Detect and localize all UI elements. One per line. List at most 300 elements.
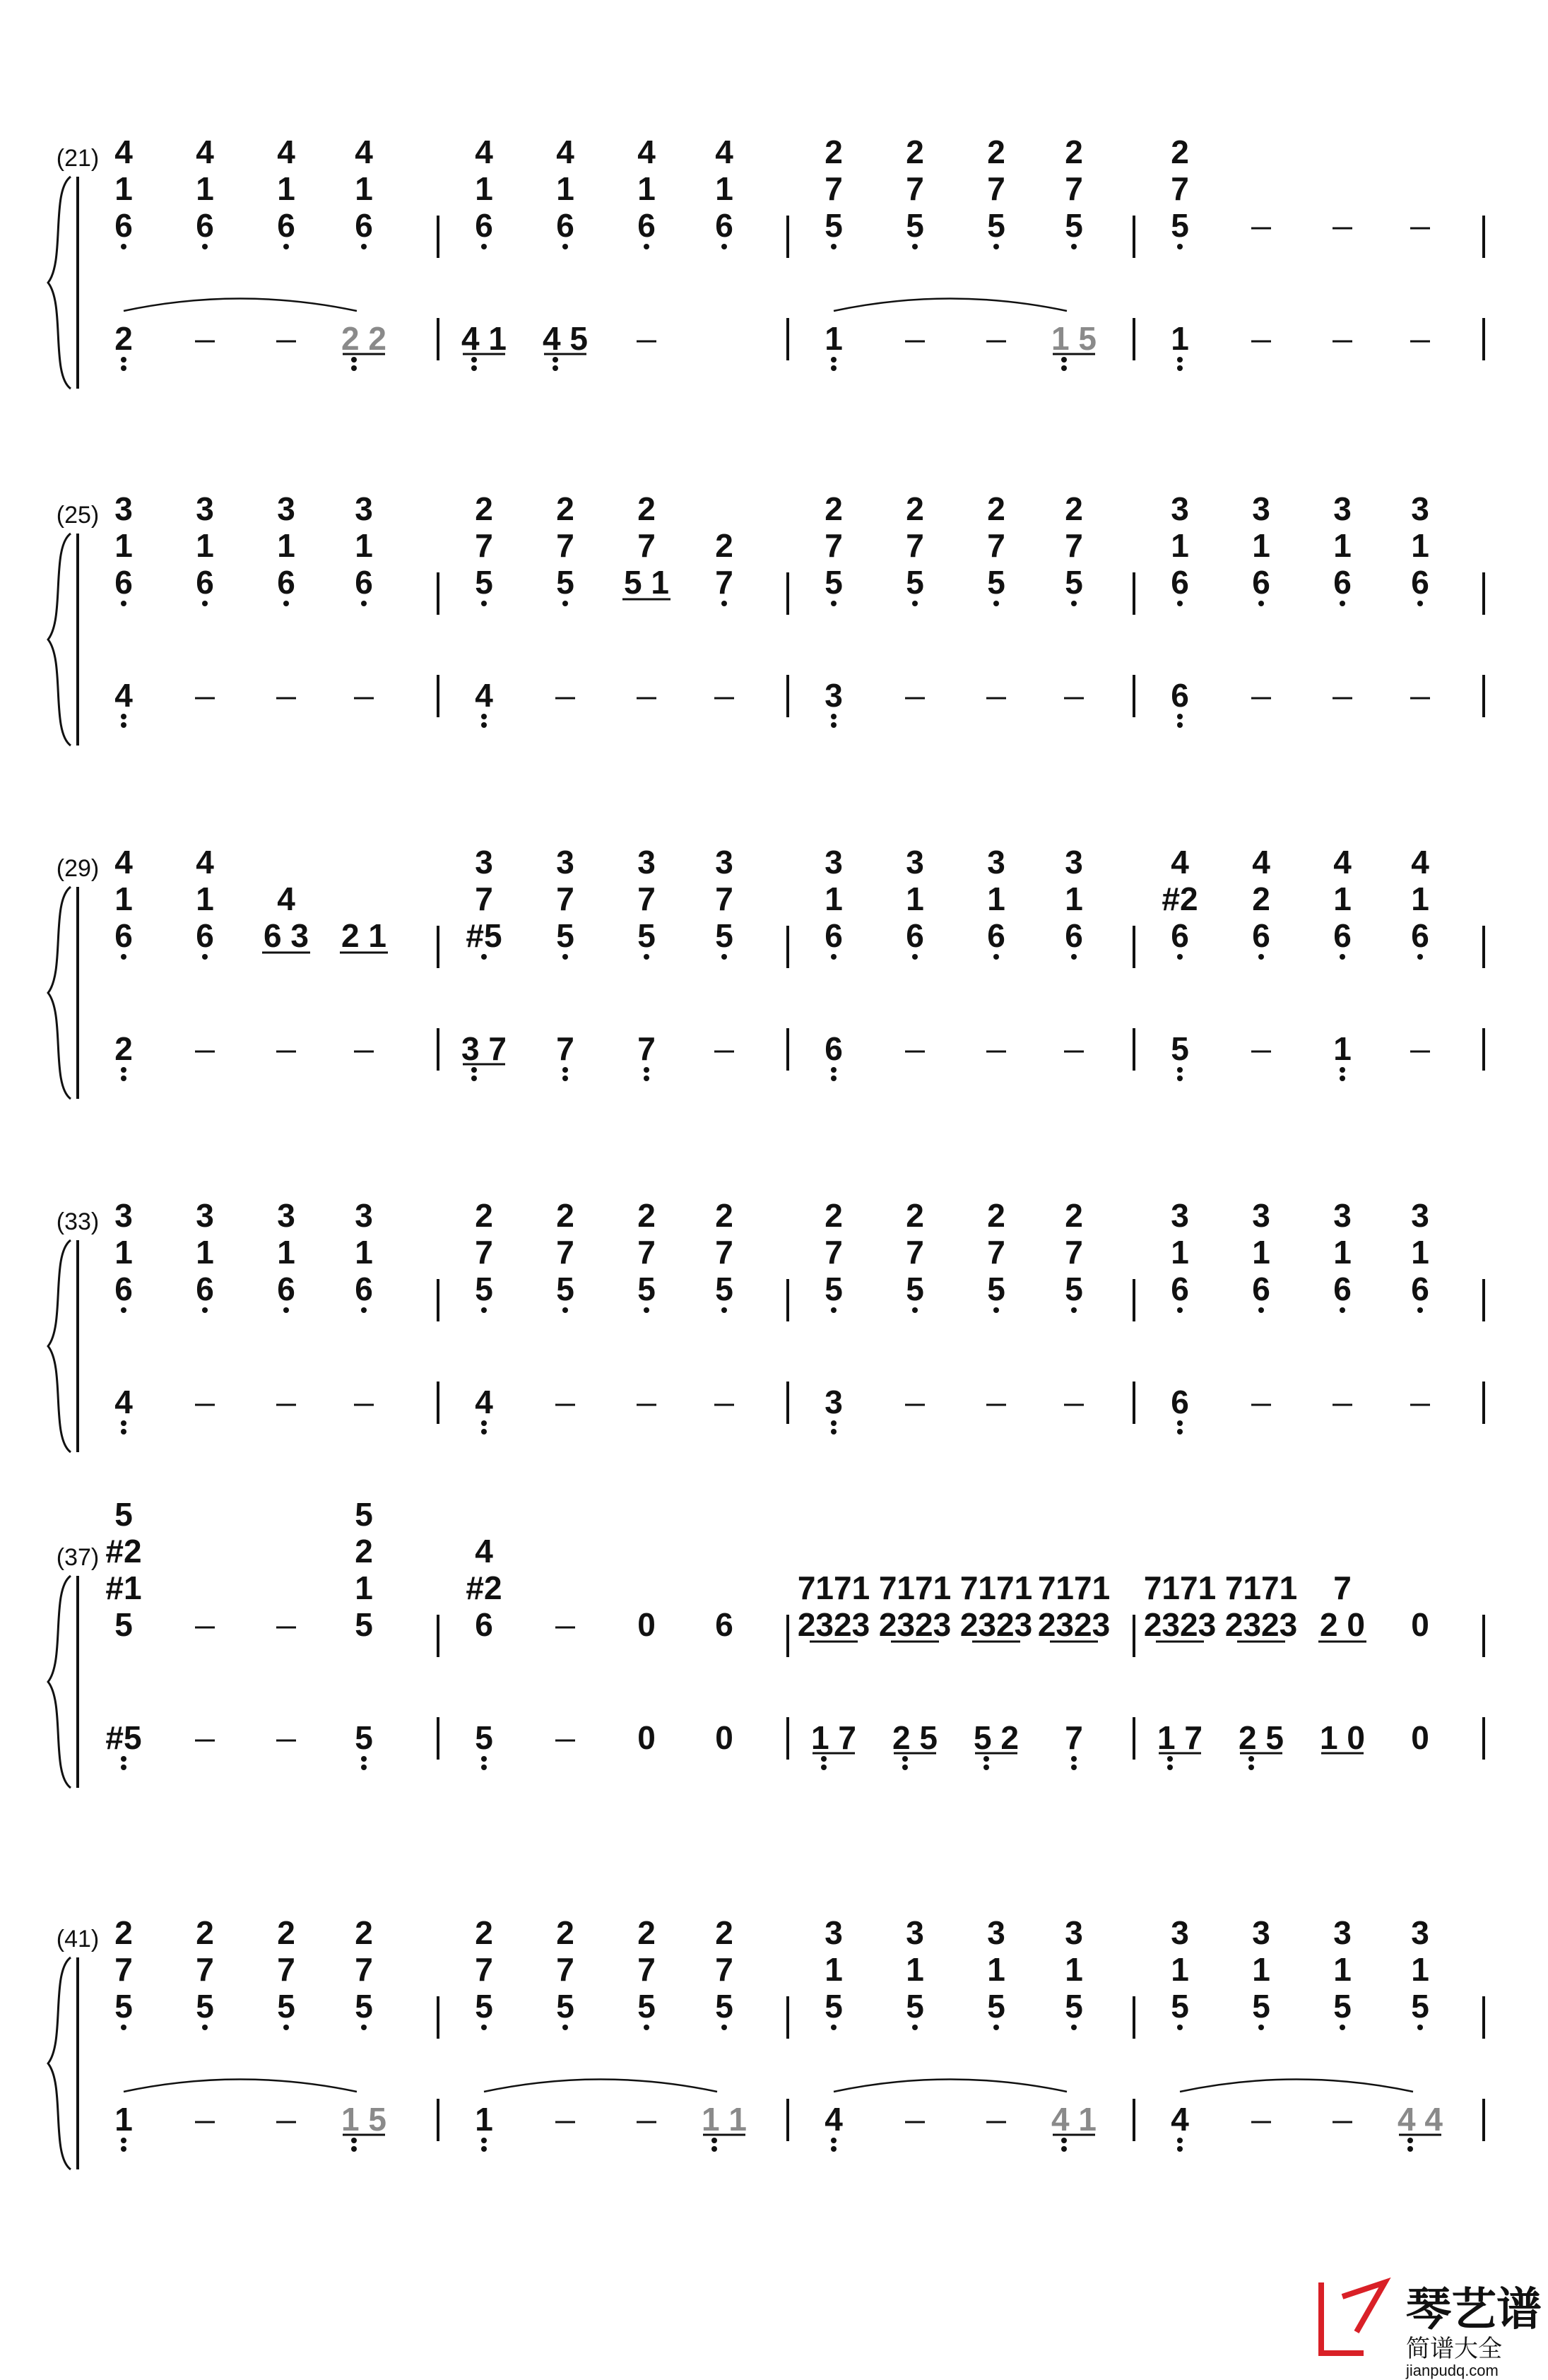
treble-chord-note: 6 [475,1606,493,1643]
treble-chord-note: 6 3 [264,917,309,954]
treble-chord-note: 1 [114,170,133,207]
octave-dot [1340,1067,1345,1073]
treble-chord-note: 3 [114,490,133,527]
system-3 [48,844,1484,1099]
octave-dot [121,1307,126,1313]
octave-dot [121,722,126,728]
treble-chord-note: 5 [825,564,843,601]
octave-dot [481,244,487,249]
treble-chord-note: 7 [637,527,656,564]
octave-dot [831,365,837,371]
treble-chord-note: 6 [277,564,295,601]
treble-chord-note: 6 [1333,1271,1352,1307]
treble-chord-note: 5 [906,1271,924,1307]
octave-dot [202,601,208,606]
bass-note: 3 [825,677,843,714]
treble-chord-note: 7171 [1224,1569,1298,1606]
octave-dot [1258,1307,1264,1313]
octave-dot [993,244,999,249]
octave-dot [121,1420,126,1426]
treble-chord-note: 7 [906,1234,924,1271]
grand-staff-brace [48,177,71,389]
octave-dot [711,2146,717,2152]
treble-chord-note: 3 [556,844,574,880]
bass-note: 1 [475,2101,493,2138]
bass-note: 3 7 [461,1030,507,1067]
treble-chord-note: 5 [475,1271,493,1307]
treble-chord-note: 5 1 [624,564,669,601]
bass-note: 4 1 [1051,2101,1097,2138]
treble-chord-note: 3 [196,490,214,527]
bass-note: 2 [114,1030,133,1067]
treble-chord-note: 6 [114,207,133,244]
bass-note: 6 [1171,677,1189,714]
treble-chord-note: 1 [114,880,133,917]
treble-chord-note: 5 [475,1988,493,2025]
treble-chord-note: 1 [1065,1951,1083,1988]
octave-dot [1258,954,1264,960]
octave-dot [121,2138,126,2143]
octave-dot [361,244,367,249]
treble-chord-note: 5 [114,1988,133,2025]
treble-chord-note: 6 [355,564,373,601]
treble-chord-note: 6 [114,917,133,954]
octave-dot [361,601,367,606]
octave-dot [283,244,289,249]
bass-note: 7 [556,1030,574,1067]
octave-dot [1071,1756,1077,1762]
bass-note: 6 [825,1030,843,1067]
treble-chord-note: 5 [556,1271,574,1307]
treble-chord-note: 5 [637,1988,656,2025]
octave-dot [202,2025,208,2030]
measure-number: (21) [56,145,100,172]
treble-chord-note: 1 [1252,1234,1270,1271]
treble-chord-note: 5 [1065,207,1083,244]
treble-chord-note: 3 [715,844,733,880]
octave-dot [644,954,649,960]
treble-chord-note: 2 [1065,134,1083,170]
octave-dot [1071,1765,1077,1770]
treble-chord-note: 3 [1065,1914,1083,1951]
octave-dot [1177,722,1183,728]
bass-note: 4 [475,1384,493,1420]
treble-chord-note: 5 [1252,1988,1270,2025]
treble-chord-note: 1 [1065,880,1083,917]
treble-chord-note: 7 [715,564,733,601]
treble-chord-note: 5 [715,1988,733,2025]
treble-chord-note: 6 [277,207,295,244]
octave-dot [831,2138,837,2143]
treble-chord-note: 2 1 [341,917,386,954]
treble-chord-note: 4 [475,134,493,170]
treble-chord-note: 7 [715,1951,733,1988]
system-1 [48,134,1484,389]
bass-note: 4 [114,1384,133,1420]
treble-chord-note: 2323 [878,1606,952,1643]
octave-dot [831,1429,837,1435]
treble-chord-note: 5 [906,564,924,601]
treble-chord-note: 7 [715,1234,733,1271]
bass-note: 2 5 [1239,1719,1284,1756]
treble-chord-note: 2 [987,490,1005,527]
octave-dot [481,1307,487,1313]
treble-chord-note: 5 [355,1496,373,1533]
bass-note: 7 [1065,1719,1083,1756]
treble-chord-note: 6 [1252,1271,1270,1307]
treble-chord-note: 5 [1333,1988,1352,2025]
treble-chord-note: 3 [825,844,843,880]
treble-chord-note: 4 [1252,844,1270,880]
grand-staff-brace [48,1240,71,1452]
treble-chord-note: 5 [556,564,574,601]
treble-chord-note: 2 [355,1533,373,1569]
tie-arc [834,299,1067,312]
octave-dot [1177,365,1183,371]
treble-chord-note: 1 [715,170,733,207]
treble-chord-note: 1 [1411,527,1429,564]
octave-dot [202,1307,208,1313]
treble-chord-note: 4 [355,134,373,170]
bass-note: 1 0 [1320,1719,1365,1756]
treble-chord-note: #2 [466,1569,502,1606]
bass-note: 1 [1333,1030,1352,1067]
treble-chord-note: 3 [355,490,373,527]
octave-dot [562,954,568,960]
treble-chord-note: 3 [1333,1914,1352,1951]
bass-note: 1 7 [811,1719,856,1756]
grand-staff-brace [48,887,71,1099]
treble-chord-note: 6 [355,1271,373,1307]
octave-dot [912,954,918,960]
treble-chord-note: 3 [277,1197,295,1234]
treble-chord-note: 7 [556,1234,574,1271]
treble-chord-note: 6 [1411,564,1429,601]
measure-number: (29) [56,855,100,882]
octave-dot [481,2146,487,2152]
treble-chord-note: 2 [355,1914,373,1951]
octave-dot [721,244,727,249]
octave-dot [121,365,126,371]
bass-note: 0 [1411,1719,1429,1756]
octave-dot [562,1067,568,1073]
octave-dot [1417,601,1423,606]
treble-chord-note: 2 [277,1914,295,1951]
treble-chord-note: 4 [1333,844,1352,880]
treble-chord-note: 1 [114,1234,133,1271]
octave-dot [1248,1756,1254,1762]
treble-chord-note: 2 [906,1197,924,1234]
octave-dot [1407,2146,1413,2152]
octave-dot [1177,1076,1183,1081]
treble-chord-note: 6 [196,917,214,954]
treble-chord-note: 5 [277,1988,295,2025]
treble-chord-note: 7 [825,527,843,564]
treble-chord-note: 4 [196,134,214,170]
treble-chord-note: 5 [825,1988,843,2025]
octave-dot [361,1756,367,1762]
bass-note: 0 [715,1719,733,1756]
tie-arc [834,2080,1067,2092]
octave-dot [912,244,918,249]
treble-chord-note: 1 [637,170,656,207]
octave-dot [1061,365,1067,371]
octave-dot [562,244,568,249]
treble-chord-note: 5 [114,1496,133,1533]
treble-chord-note: 1 [1333,1234,1352,1271]
treble-chord-note: 5 [825,207,843,244]
octave-dot [644,1307,649,1313]
octave-dot [471,365,477,371]
treble-chord-note: 3 [1252,490,1270,527]
treble-chord-note: 1 [825,880,843,917]
octave-dot [121,1765,126,1770]
octave-dot [481,2025,487,2030]
treble-chord-note: 6 [475,207,493,244]
treble-chord-note: #2 [105,1533,142,1569]
treble-chord-note: 5 [1065,1271,1083,1307]
brand-name: 琴艺谱 [1406,2284,1542,2335]
treble-chord-note: 2 [987,1197,1005,1234]
octave-dot [562,601,568,606]
octave-dot [562,2025,568,2030]
site-watermark [1321,2282,1542,2379]
treble-chord-note: 5 [1171,207,1189,244]
treble-note: 6 [715,1606,733,1643]
octave-dot [121,2146,126,2152]
treble-chord-note: 7 [825,1234,843,1271]
treble-chord-note: 6 [1065,917,1083,954]
treble-chord-note: 5 [715,1271,733,1307]
treble-chord-note: 2 [906,134,924,170]
bass-note: 2 2 [341,320,386,357]
treble-chord-note: 3 [114,1197,133,1234]
bass-note: 4 5 [543,320,588,357]
treble-chord-note: 6 [825,917,843,954]
treble-chord-note: #2 [1162,880,1198,917]
octave-dot [1417,954,1423,960]
octave-dot [562,1307,568,1313]
octave-dot [1061,357,1067,363]
octave-dot [1071,954,1077,960]
treble-chord-note: 3 [1252,1914,1270,1951]
treble-chord-note: 5 [637,917,656,954]
treble-chord-note: #1 [105,1569,142,1606]
octave-dot [1258,601,1264,606]
treble-chord-note: 7 [1171,170,1189,207]
octave-dot [1177,2025,1183,2030]
treble-chord-note: 7 [987,170,1005,207]
treble-chord-note: 1 [906,1951,924,1988]
treble-chord-note: 5 [114,1606,133,1643]
treble-chord-note: 3 [987,1914,1005,1951]
octave-dot [1071,2025,1077,2030]
octave-dot [1061,2146,1067,2152]
treble-chord-note: 7 [196,1951,214,1988]
treble-chord-note: 5 [987,207,1005,244]
treble-chord-note: 3 [1333,1197,1352,1234]
bass-note: 4 1 [461,320,507,357]
grand-staff-brace [48,1576,71,1788]
treble-chord-note: 2 [475,490,493,527]
treble-chord-note: 6 [196,207,214,244]
treble-chord-note: 3 [1411,1914,1429,1951]
treble-chord-note: 3 [1252,1197,1270,1234]
octave-dot [983,1756,989,1762]
treble-chord-note: 2 [196,1914,214,1951]
treble-chord-note: 7 [475,527,493,564]
octave-dot [912,601,918,606]
tie-arc [124,299,357,312]
treble-chord-note: 2 [825,490,843,527]
treble-chord-note: 7 [475,1234,493,1271]
treble-chord-note: 2 [715,527,733,564]
treble-chord-note: 2 [475,1197,493,1234]
octave-dot [831,1067,837,1073]
treble-chord-note: 7171 [1143,1569,1217,1606]
treble-note: 0 [637,1606,656,1643]
octave-dot [831,244,837,249]
octave-dot [1407,2138,1413,2143]
treble-chord-note: 4 [715,134,733,170]
octave-dot [902,1756,908,1762]
bass-note: 1 [114,2101,133,2138]
octave-dot [831,1307,837,1313]
treble-chord-note: 5 [987,564,1005,601]
treble-chord-note: 7 [987,527,1005,564]
octave-dot [1071,244,1077,249]
bass-note: 4 [475,677,493,714]
octave-dot [831,2146,837,2152]
treble-chord-note: 1 [825,1951,843,1988]
bass-note: 7 [637,1030,656,1067]
treble-chord-note: 4 [277,134,295,170]
octave-dot [361,1765,367,1770]
bass-note: 4 [825,2101,843,2138]
octave-dot [481,1765,487,1770]
treble-chord-note: #5 [466,917,502,954]
octave-dot [1071,1307,1077,1313]
bass-note: 1 5 [341,2101,386,2138]
treble-chord-note: 1 [355,527,373,564]
octave-dot [121,244,126,249]
treble-chord-note: 6 [1171,564,1189,601]
octave-dot [481,1420,487,1426]
treble-chord-note: 6 [1252,917,1270,954]
treble-chord-note: 1 [355,170,373,207]
treble-chord-note: 5 [355,1606,373,1643]
octave-dot [481,722,487,728]
octave-dot [831,722,837,728]
octave-dot [121,357,126,363]
measure-number: (25) [56,502,100,529]
treble-chord-note: 1 [1171,527,1189,564]
treble-chord-note: 7 [556,1951,574,1988]
octave-dot [1177,1307,1183,1313]
octave-dot [1177,1067,1183,1073]
octave-dot [121,1429,126,1435]
octave-dot [1340,2025,1345,2030]
octave-dot [1258,2025,1264,2030]
octave-dot [912,2025,918,2030]
octave-dot [562,1076,568,1081]
treble-chord-note: 2323 [797,1606,870,1643]
octave-dot [1177,244,1183,249]
treble-chord-note: 7171 [797,1569,870,1606]
treble-chord-note: 2 0 [1320,1606,1365,1643]
octave-dot [1340,1076,1345,1081]
treble-chord-note: 1 [1411,1234,1429,1271]
octave-dot [121,1756,126,1762]
bass-note: 1 [825,320,843,357]
treble-chord-note: 3 [1065,844,1083,880]
treble-chord-note: 4 [1411,844,1429,880]
treble-chord-note: 1 [196,170,214,207]
octave-dot [1177,714,1183,719]
treble-chord-note: 1 [1252,1951,1270,1988]
octave-dot [1177,2138,1183,2143]
treble-chord-note: 6 [1171,1271,1189,1307]
octave-dot [121,1076,126,1081]
octave-dot [1340,1307,1345,1313]
octave-dot [283,601,289,606]
brand-subtitle: 简谱大全 [1406,2335,1502,2362]
octave-dot [1177,2146,1183,2152]
octave-dot [1177,954,1183,960]
treble-chord-note: 1 [906,880,924,917]
treble-chord-note: 6 [1411,1271,1429,1307]
treble-chord-note: 4 [556,134,574,170]
tie-arc [1180,2080,1413,2092]
octave-dot [1167,1756,1173,1762]
octave-dot [831,357,837,363]
tie-arc [484,2080,717,2092]
octave-dot [1071,601,1077,606]
octave-dot [351,2146,357,2152]
treble-chord-note: 1 [355,1569,373,1606]
treble-chord-note: 2 [987,134,1005,170]
treble-chord-note: 6 [715,207,733,244]
treble-chord-note: 6 [637,207,656,244]
treble-chord-note: 5 [556,1988,574,2025]
treble-chord-note: 1 [1411,1951,1429,1988]
octave-dot [721,954,727,960]
octave-dot [121,601,126,606]
treble-chord-note: 5 [637,1271,656,1307]
bass-note: 4 4 [1398,2101,1443,2138]
treble-chord-note: 7 [825,170,843,207]
treble-chord-note: 7 [114,1951,133,1988]
treble-chord-note: 1 [1333,880,1352,917]
treble-chord-note: 2323 [1143,1606,1217,1643]
treble-chord-note: 6 [114,564,133,601]
treble-chord-note: 5 [906,207,924,244]
octave-dot [831,2025,837,2030]
treble-chord-note: 7171 [1037,1569,1111,1606]
bass-note: 5 [1171,1030,1189,1067]
octave-dot [721,2025,727,2030]
treble-chord-note: 4 [475,1533,493,1569]
octave-dot [831,714,837,719]
treble-chord-note: 6 [987,917,1005,954]
octave-dot [202,954,208,960]
octave-dot [553,365,558,371]
octave-dot [1177,357,1183,363]
octave-dot [471,357,477,363]
octave-dot [1340,954,1345,960]
treble-chord-note: 1 [196,1234,214,1271]
treble-chord-note: 3 [1411,490,1429,527]
